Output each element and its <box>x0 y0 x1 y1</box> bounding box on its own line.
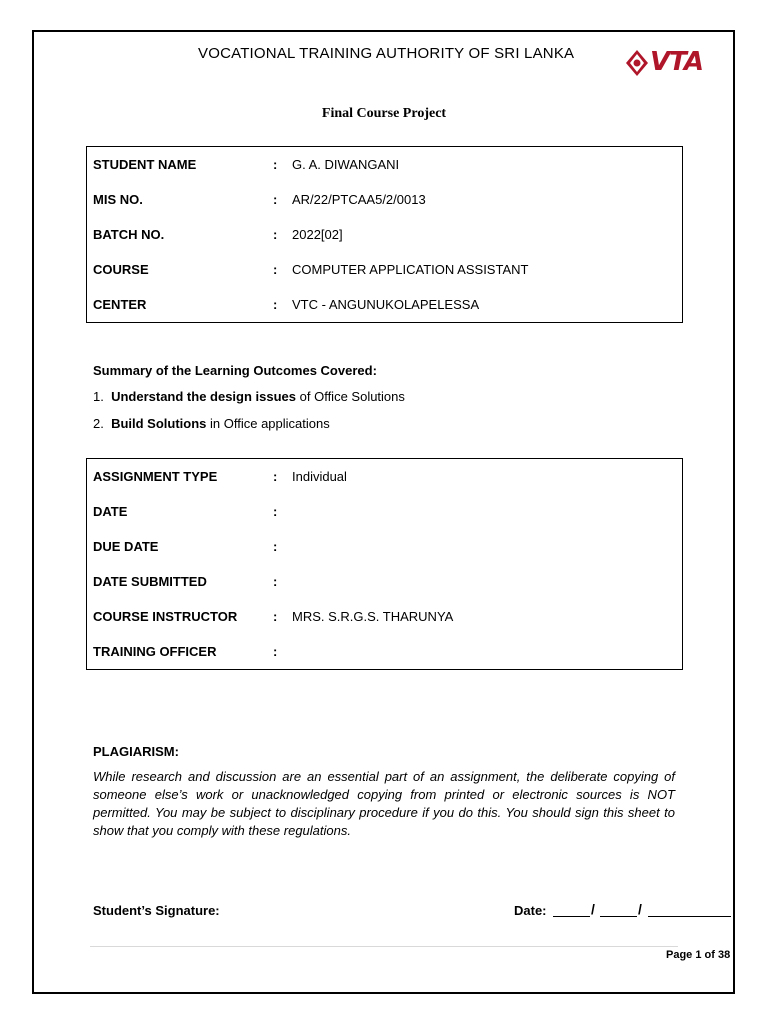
outcome-item <box>93 389 405 404</box>
field-colon: : <box>273 609 278 624</box>
field-colon: : <box>273 469 278 484</box>
field-label: MIS NO. <box>93 192 143 207</box>
field-label: COURSE INSTRUCTOR <box>93 609 238 624</box>
date-separator: / <box>591 901 595 917</box>
date-year-line <box>648 916 731 917</box>
field-label: DATE SUBMITTED <box>93 574 207 589</box>
field-colon: : <box>273 192 278 207</box>
field-colon: : <box>273 574 278 589</box>
field-value: VTC - ANGUNUKOLAPELESSA <box>292 297 480 312</box>
footer-rule <box>90 946 678 947</box>
outcome-bold: Understand the design issues <box>111 389 297 404</box>
field-colon: : <box>273 262 278 277</box>
field-value: MRS. S.R.G.S. THARUNYA <box>292 609 454 624</box>
field-colon: : <box>273 227 278 242</box>
outcome-rest: in Office applications <box>206 416 330 431</box>
document-title: Final Course Project <box>321 106 447 121</box>
field-colon: : <box>273 504 278 519</box>
field-value: 2022[02] <box>292 227 343 242</box>
field-label: BATCH NO. <box>93 227 165 242</box>
date-month-line <box>600 916 637 917</box>
outcome-number: 1. <box>93 389 104 404</box>
field-colon: : <box>273 297 278 312</box>
field-value: G. A. DIWANGANI <box>292 157 400 172</box>
date-day-line <box>553 916 590 917</box>
assignment-info-box <box>86 458 683 670</box>
logo-text: VTA <box>650 47 703 77</box>
field-label: DUE DATE <box>93 539 159 554</box>
field-value: Individual <box>292 469 347 484</box>
field-label: ASSIGNMENT TYPE <box>93 469 218 484</box>
outcome-bold: Build Solutions <box>111 416 207 431</box>
date-separator: / <box>638 901 642 917</box>
outcome-rest: of Office Solutions <box>296 389 405 404</box>
field-colon: : <box>273 539 278 554</box>
outcome-number: 2. <box>93 416 104 431</box>
page-number: Page 1 of 38 <box>666 949 731 961</box>
emblem-icon <box>624 47 650 79</box>
field-label: TRAINING OFFICER <box>93 644 217 659</box>
field-colon: : <box>273 157 278 172</box>
outcome-item <box>93 416 330 431</box>
field-value: AR/22/PTCAA5/2/0013 <box>292 192 426 207</box>
field-label: COURSE <box>93 262 149 277</box>
field-value: COMPUTER APPLICATION ASSISTANT <box>292 262 529 277</box>
date-label: Date: <box>514 903 547 918</box>
plagiarism-heading: PLAGIARISM: <box>93 744 179 759</box>
student-info-box <box>86 146 683 323</box>
field-label: DATE <box>93 504 128 519</box>
signature-label: Student’s Signature: <box>93 903 220 918</box>
summary-heading: Summary of the Learning Outcomes Covered: <box>93 363 377 378</box>
organization-name: VOCATIONAL TRAINING AUTHORITY OF SRI LANKA <box>198 45 575 62</box>
field-label: CENTER <box>93 297 147 312</box>
field-label: STUDENT NAME <box>93 157 197 172</box>
plagiarism-text: While research and discussion are an essential part of an assignment, the deliberate copying of someone else’s work or unacknowledged copying from printed or electronic sources is NOT permitted. You may be subject to disciplinary procedure if you do this. You should sign this sheet to show that you comply with these regulations. <box>93 769 675 838</box>
vta-logo <box>624 47 716 79</box>
field-colon: : <box>273 644 278 659</box>
